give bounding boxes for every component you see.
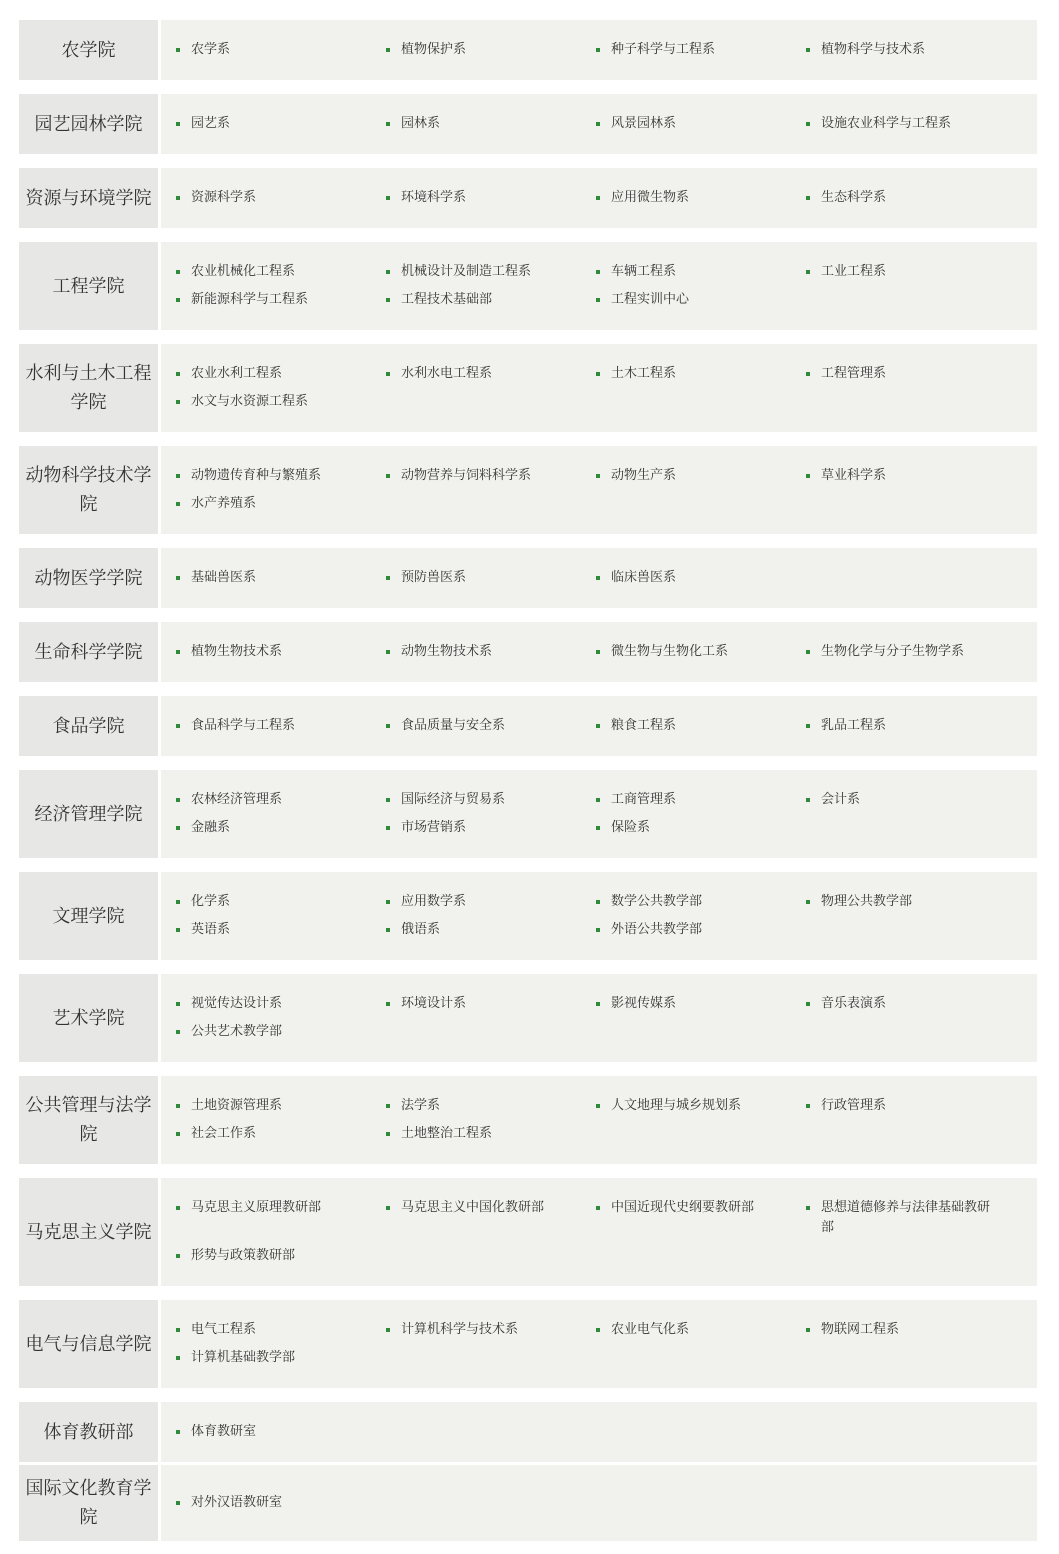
square-bullet-icon [806,650,810,654]
department-item[interactable] [806,1320,991,1340]
square-bullet-icon [176,1254,180,1258]
department-item[interactable] [596,892,786,912]
department-item[interactable] [386,994,576,1014]
department-list [161,94,1037,154]
square-bullet-icon [386,724,390,728]
department-item[interactable] [596,114,786,134]
department-label: 粮食工程系 [611,718,677,733]
department-label: 工程管理系 [821,366,887,381]
department-item[interactable] [596,920,786,940]
department-item[interactable] [806,188,991,208]
square-bullet-icon [176,1206,180,1210]
department-label: 工业工程系 [821,264,887,279]
department-item[interactable] [596,818,786,838]
department-label: 工商管理系 [611,792,677,807]
college-name[interactable]: 农学院 [19,20,158,80]
department-item[interactable] [386,262,576,282]
college-name[interactable]: 国际文化教育学院 [19,1465,158,1541]
department-item[interactable] [386,1124,576,1144]
square-bullet-icon [596,826,600,830]
department-item[interactable] [806,1096,991,1116]
square-bullet-icon [596,298,600,302]
department-label: 设施农业科学与工程系 [821,116,952,131]
department-list [161,168,1037,228]
department-item[interactable] [386,642,576,662]
department-item[interactable] [386,790,576,810]
department-item[interactable] [176,392,366,412]
department-label: 农业水利工程系 [191,366,283,381]
department-label: 食品科学与工程系 [191,718,296,733]
square-bullet-icon [176,474,180,478]
department-item[interactable] [176,920,366,940]
department-list [161,1178,1037,1286]
department-label: 乳品工程系 [821,718,887,733]
department-item[interactable] [806,114,991,134]
college-name[interactable]: 生命科学学院 [19,622,158,682]
square-bullet-icon [806,900,810,904]
department-label: 对外汉语教研室 [191,1495,283,1510]
department-label: 园艺系 [191,116,231,131]
department-label: 机械设计及制造工程系 [401,264,532,279]
square-bullet-icon [176,372,180,376]
college-row [19,1300,1037,1388]
department-label: 行政管理系 [821,1098,887,1113]
department-label: 食品质量与安全系 [401,718,506,733]
department-label: 草业科学系 [821,468,887,483]
department-label: 视觉传达设计系 [191,996,283,1011]
square-bullet-icon [596,1206,600,1210]
department-item[interactable] [596,642,786,662]
square-bullet-icon [176,1501,180,1505]
department-item[interactable] [176,994,366,1014]
department-label: 种子科学与工程系 [611,42,716,57]
department-item[interactable] [596,1096,786,1116]
department-item[interactable] [176,1320,366,1340]
department-label: 外语公共教学部 [611,922,703,937]
college-row [19,974,1037,1062]
square-bullet-icon [176,826,180,830]
department-item[interactable] [596,40,786,60]
department-label: 环境科学系 [401,190,467,205]
square-bullet-icon [176,1030,180,1034]
department-label: 临床兽医系 [611,570,677,585]
square-bullet-icon [176,298,180,302]
square-bullet-icon [596,928,600,932]
department-label: 马克思主义原理教研部 [191,1200,322,1215]
department-list [161,1402,1037,1462]
square-bullet-icon [176,196,180,200]
square-bullet-icon [386,196,390,200]
square-bullet-icon [596,650,600,654]
department-label: 人文地理与城乡规划系 [611,1098,742,1113]
department-list [161,1300,1037,1388]
department-item[interactable] [386,920,576,940]
department-list [161,446,1037,534]
square-bullet-icon [176,1002,180,1006]
department-item[interactable] [596,466,786,486]
department-item[interactable] [176,494,366,514]
department-item[interactable] [596,1198,786,1218]
department-item[interactable] [176,1096,366,1116]
department-item[interactable] [806,262,991,282]
square-bullet-icon [176,48,180,52]
square-bullet-icon [806,798,810,802]
department-label: 物理公共教学部 [821,894,913,909]
department-label: 计算机科学与技术系 [401,1322,519,1337]
college-row [19,622,1037,682]
square-bullet-icon [386,1002,390,1006]
college-name[interactable]: 资源与环境学院 [19,168,158,228]
department-item[interactable] [596,1320,786,1340]
college-row [19,168,1037,228]
department-item[interactable] [176,818,366,838]
square-bullet-icon [386,48,390,52]
college-name[interactable]: 电气与信息学院 [19,1300,158,1388]
department-label: 马克思主义中国化教研部 [401,1200,545,1215]
department-label: 园林系 [401,116,441,131]
department-label: 工程实训中心 [611,292,690,307]
department-item[interactable] [596,188,786,208]
college-row [19,446,1037,534]
department-label: 资源科学系 [191,190,257,205]
department-label: 数学公共教学部 [611,894,703,909]
department-item[interactable] [596,364,786,384]
department-label: 微生物与生物化工系 [611,644,729,659]
department-item[interactable] [176,1022,366,1042]
college-name[interactable]: 经济管理学院 [19,770,158,858]
department-item[interactable] [386,568,576,588]
department-label: 社会工作系 [191,1126,257,1141]
college-name[interactable]: 水利与土木工程学院 [19,344,158,432]
square-bullet-icon [596,270,600,274]
square-bullet-icon [176,724,180,728]
department-item[interactable] [386,188,576,208]
department-item[interactable] [176,1198,366,1218]
department-label: 会计系 [821,792,861,807]
department-list [161,770,1037,858]
department-item[interactable] [806,364,991,384]
department-label: 生态科学系 [821,190,887,205]
square-bullet-icon [386,122,390,126]
square-bullet-icon [176,1104,180,1108]
department-item[interactable] [386,716,576,736]
department-item[interactable] [806,892,991,912]
department-label: 音乐表演系 [821,996,887,1011]
department-item[interactable] [176,40,366,60]
department-item[interactable] [386,1096,576,1116]
department-item[interactable] [176,642,366,662]
college-name[interactable]: 马克思主义学院 [19,1178,158,1286]
department-item[interactable] [176,290,366,310]
department-item[interactable] [176,364,366,384]
department-label: 化学系 [191,894,231,909]
department-label: 英语系 [191,922,231,937]
square-bullet-icon [596,48,600,52]
department-item[interactable] [596,716,786,736]
square-bullet-icon [386,474,390,478]
department-label: 植物科学与技术系 [821,42,926,57]
square-bullet-icon [596,1328,600,1332]
department-label: 动物营养与饲料科学系 [401,468,532,483]
square-bullet-icon [596,1002,600,1006]
square-bullet-icon [596,122,600,126]
square-bullet-icon [176,1132,180,1136]
department-item[interactable] [596,994,786,1014]
square-bullet-icon [806,122,810,126]
department-list [161,1076,1037,1164]
department-label: 法学系 [401,1098,441,1113]
square-bullet-icon [806,474,810,478]
square-bullet-icon [176,400,180,404]
department-item[interactable] [806,994,991,1014]
square-bullet-icon [176,122,180,126]
department-item[interactable] [176,568,366,588]
square-bullet-icon [386,650,390,654]
department-item[interactable] [386,114,576,134]
department-item[interactable] [386,818,576,838]
square-bullet-icon [806,372,810,376]
department-item[interactable] [386,290,576,310]
department-item[interactable] [176,188,366,208]
department-label: 公共艺术教学部 [191,1024,283,1039]
college-row [19,770,1037,858]
square-bullet-icon [386,928,390,932]
department-item[interactable] [806,1198,991,1238]
department-label: 保险系 [611,820,651,835]
department-label: 国际经济与贸易系 [401,792,506,807]
square-bullet-icon [596,798,600,802]
college-row [19,1178,1037,1286]
college-name[interactable]: 文理学院 [19,872,158,960]
square-bullet-icon [176,798,180,802]
department-label: 工程技术基础部 [401,292,493,307]
square-bullet-icon [176,1328,180,1332]
college-row [19,94,1037,154]
department-label: 植物保护系 [401,42,467,57]
square-bullet-icon [176,650,180,654]
department-label: 思想道德修养与法律基础教研部 [821,1200,991,1235]
department-label: 动物生产系 [611,468,677,483]
square-bullet-icon [386,1328,390,1332]
square-bullet-icon [806,1328,810,1332]
department-label: 俄语系 [401,922,441,937]
department-label: 计算机基础教学部 [191,1350,296,1365]
department-label: 基础兽医系 [191,570,257,585]
department-list [161,974,1037,1062]
square-bullet-icon [596,372,600,376]
department-label: 应用数学系 [401,894,467,909]
department-label: 水产养殖系 [191,496,257,511]
square-bullet-icon [596,724,600,728]
department-item[interactable] [176,1493,366,1513]
department-label: 水利水电工程系 [401,366,493,381]
square-bullet-icon [596,576,600,580]
department-label: 农业电气化系 [611,1322,690,1337]
square-bullet-icon [176,1430,180,1434]
college-name[interactable]: 艺术学院 [19,974,158,1062]
department-label: 动物生物技术系 [401,644,493,659]
square-bullet-icon [386,372,390,376]
college-row [19,872,1037,960]
department-item[interactable] [806,466,991,486]
square-bullet-icon [386,1104,390,1108]
department-item[interactable] [176,1348,366,1368]
square-bullet-icon [176,900,180,904]
department-item[interactable] [596,290,786,310]
department-list [161,622,1037,682]
department-item[interactable] [806,40,991,60]
department-label: 体育教研室 [191,1424,257,1439]
department-label: 动物遗传育种与繁殖系 [191,468,322,483]
college-row [19,344,1037,432]
square-bullet-icon [806,48,810,52]
square-bullet-icon [176,502,180,506]
department-label: 预防兽医系 [401,570,467,585]
department-label: 生物化学与分子生物学系 [821,644,965,659]
college-row [19,548,1037,608]
square-bullet-icon [386,270,390,274]
department-list [161,696,1037,756]
department-item[interactable] [596,790,786,810]
department-list [161,548,1037,608]
department-item[interactable] [386,466,576,486]
department-label: 环境设计系 [401,996,467,1011]
department-item[interactable] [176,1422,366,1442]
college-row [19,1465,1037,1541]
department-item[interactable] [386,40,576,60]
square-bullet-icon [386,1206,390,1210]
square-bullet-icon [386,900,390,904]
department-item[interactable] [806,790,991,810]
department-item[interactable] [176,1124,366,1144]
department-label: 农学系 [191,42,231,57]
department-label: 土地整治工程系 [401,1126,493,1141]
department-item[interactable] [176,790,366,810]
college-name[interactable]: 园艺园林学院 [19,94,158,154]
square-bullet-icon [806,196,810,200]
department-label: 土木工程系 [611,366,677,381]
college-name[interactable]: 工程学院 [19,242,158,330]
department-item[interactable] [176,716,366,736]
department-item[interactable] [176,114,366,134]
college-name[interactable]: 动物医学学院 [19,548,158,608]
square-bullet-icon [806,1104,810,1108]
department-list [161,344,1037,432]
department-item[interactable] [806,642,991,662]
square-bullet-icon [176,576,180,580]
department-label: 市场营销系 [401,820,467,835]
department-label: 农业机械化工程系 [191,264,296,279]
department-item[interactable] [596,262,786,282]
department-list [161,20,1037,80]
department-label: 物联网工程系 [821,1322,900,1337]
square-bullet-icon [806,1002,810,1006]
department-label: 电气工程系 [191,1322,257,1337]
department-item[interactable] [176,262,366,282]
college-row [19,1076,1037,1164]
department-item[interactable] [806,716,991,736]
square-bullet-icon [386,576,390,580]
department-list [161,872,1037,960]
college-name[interactable]: 公共管理与法学院 [19,1076,158,1164]
department-label: 风景园林系 [611,116,677,131]
department-label: 新能源科学与工程系 [191,292,309,307]
college-row [19,696,1037,756]
square-bullet-icon [386,798,390,802]
college-row [19,242,1037,330]
square-bullet-icon [386,1132,390,1136]
college-name[interactable]: 动物科学技术学院 [19,446,158,534]
department-item[interactable] [176,892,366,912]
college-row [19,20,1037,80]
square-bullet-icon [806,724,810,728]
department-item[interactable] [176,466,366,486]
department-label: 车辆工程系 [611,264,677,279]
department-label: 中国近现代史纲要教研部 [611,1200,755,1215]
department-label: 金融系 [191,820,231,835]
department-label: 农林经济管理系 [191,792,283,807]
square-bullet-icon [386,298,390,302]
square-bullet-icon [806,270,810,274]
department-label: 水文与水资源工程系 [191,394,309,409]
department-label: 土地资源管理系 [191,1098,283,1113]
college-row [19,1402,1037,1462]
department-label: 植物生物技术系 [191,644,283,659]
square-bullet-icon [806,1206,810,1210]
department-item[interactable] [176,1246,366,1266]
square-bullet-icon [386,826,390,830]
square-bullet-icon [176,1356,180,1360]
department-label: 形势与政策教研部 [191,1248,296,1263]
square-bullet-icon [176,270,180,274]
department-label: 应用微生物系 [611,190,690,205]
department-item[interactable] [386,1320,576,1340]
square-bullet-icon [596,900,600,904]
square-bullet-icon [596,474,600,478]
department-item[interactable] [386,364,576,384]
department-list [161,1465,1037,1541]
department-list [161,242,1037,330]
department-item[interactable] [386,1198,576,1218]
square-bullet-icon [176,928,180,932]
department-label: 影视传媒系 [611,996,677,1011]
college-name[interactable]: 体育教研部 [19,1402,158,1462]
department-item[interactable] [386,892,576,912]
department-item[interactable] [596,568,786,588]
college-name[interactable]: 食品学院 [19,696,158,756]
square-bullet-icon [596,1104,600,1108]
square-bullet-icon [596,196,600,200]
